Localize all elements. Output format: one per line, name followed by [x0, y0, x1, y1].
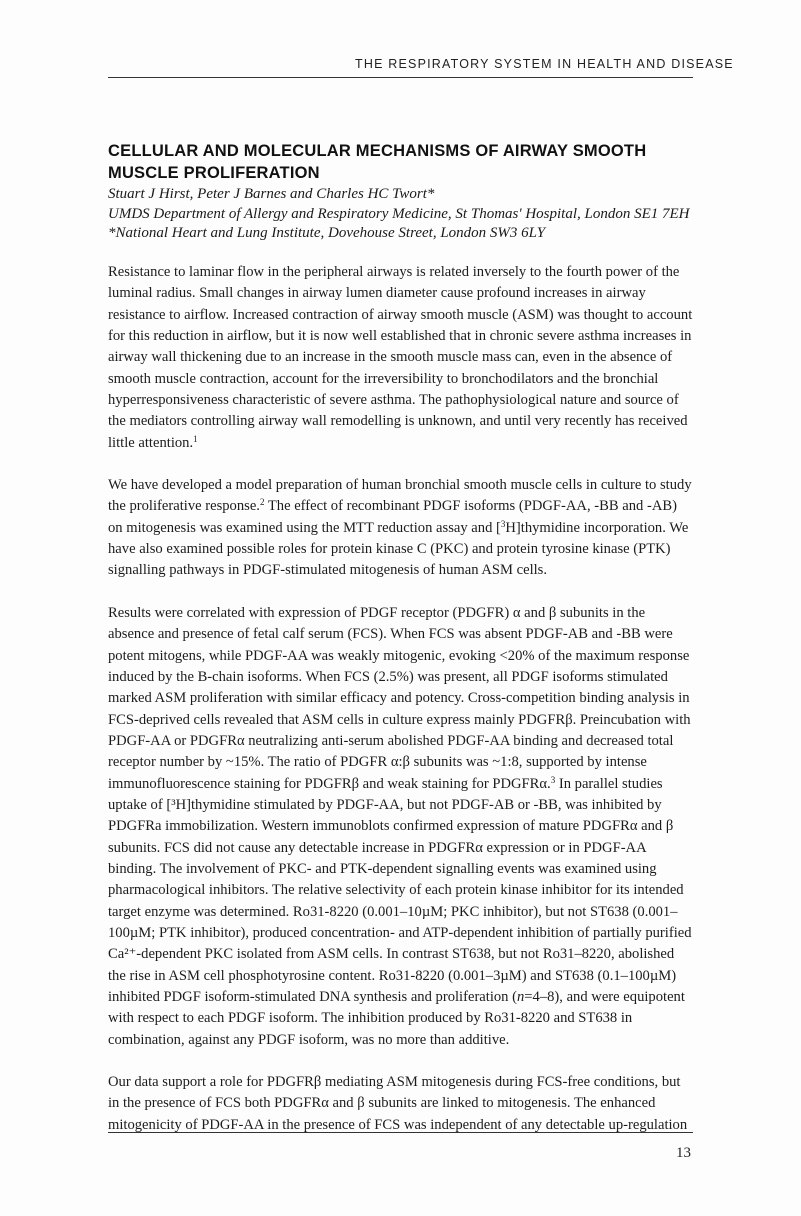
- paragraph-text: In parallel studies uptake of [³H]thymidine stimulated by PDGF-AA, but not PDGF-AB or -BB, was inhibited by PDGFRa immobilization. Western immunoblots confirmed expression of mature PDGFRα and β subunits. FCS did not cause any detectable increase in PDGFRα expression or in PDGF-AA binding. The involvement of PKC- and PTK-dependent signalling events was examined using pharmacological inhibitors. The relative selectivity of each protein kinase inhibitor for its intended target enzyme was determined. Ro31-8220 (0.001–10µM; PKC inhibitor), but not ST638 (0.001–100µM; PTK inhibitor), produced concentration- and ATP-dependent inhibition of partially purified Ca²⁺-dependent PKC isolated from ASM cells. In contrast ST638, but not Ro31–8220, abolished the rise in ASM cell phosphotyrosine content. Ro31-8220 (0.001–3µM) and ST638 (0.1–100µM) inhibited PDGF isoform-stimulated DNA synthesis and proliferation (: [108, 775, 692, 1005]
- paragraph-text: =4–8), and were equipotent with respect to each PDGF isoform. The inhibition produced by Ro31-8220 and ST638 in combination, against any PDGF isoform, was no more than additive.: [108, 989, 685, 1048]
- authors: Stuart J Hirst, Peter J Barnes and Charles HC Twort*: [108, 186, 435, 202]
- paragraph-results: [108, 603, 694, 1051]
- isotope-mark: 3: [500, 518, 506, 529]
- affiliation-primary: UMDS Department of Allergy and Respiratory Medicine, St Thomas' Hospital, London SE1 7EH: [108, 205, 690, 222]
- paragraph-text: The effect of recombinant PDGF isoforms (PDGF-AA, -BB and -AB) on mitogenesis was examined using the MTT reduction assay and [: [108, 498, 677, 536]
- header-rule: [108, 77, 693, 78]
- paragraph-text: Resistance to laminar flow in the peripheral airways is related inversely to the fourth power of the luminal radius. Small changes in airway lumen diameter cause profound increases in airway resistance to airflow. Increased contraction of airway smooth muscle (ASM) was thought to account for this reduction in airflow, but it is now well established that in chronic severe asthma increases in airway wall thickening due to an increase in the smooth muscle mass can, even in the absence of smooth muscle contraction, account for the irreversibility to bronchodilators and the bronchial hyperresponsiveness characteristic of severe asthma. The pathophysiological nature and source of the mediators controlling airway wall remodelling is unknown, and until very recently has received little attention.: [108, 264, 693, 451]
- reference-mark: 3: [550, 774, 556, 785]
- paragraph-text: Results were correlated with expression of PDGF receptor (PDGFR) α and β subunits in the absence and presence of fetal calf serum (FCS). When FCS was absent PDGF-AB and -BB were potent mitogens, while PDGF-AA was weakly mitogenic, evoking <20% of the maximum response induced by the B-chain isoforms. When FCS (2.5%) was present, all PDGF isoforms stimulated marked ASM proliferation with similar efficacy and potency. Cross-competition binding analysis in FCS-deprived cells revealed that ASM cells in culture express mainly PDGFRβ. Preincubation with PDGF-AA or PDGFRα neutralizing anti-serum abolished PDGF-AA binding and decreased total receptor number by ~15%. The ratio of PDGFR α:β subunits was ~1:8, supported by intense immunofluorescence staining for PDGFRβ and weak staining for PDGFRα.: [108, 604, 691, 792]
- reference-mark: 1: [193, 433, 198, 444]
- running-head: THE RESPIRATORY SYSTEM IN HEALTH AND DISEASE: [355, 57, 734, 71]
- paragraph-methods: [108, 475, 694, 582]
- paragraph-intro: [108, 262, 694, 454]
- footer-rule: [108, 1132, 693, 1133]
- author-block: [108, 185, 698, 244]
- reference-mark: 2: [259, 497, 265, 508]
- n-label: n: [517, 989, 525, 1005]
- paragraph-text: We have developed a model preparation of human bronchial smooth muscle cells in culture to study the proliferative response.: [108, 477, 692, 515]
- affiliation-secondary: *National Heart and Lung Institute, Dovehouse Street, London SW3 6LY: [108, 225, 546, 241]
- page-number: 13: [676, 1145, 691, 1161]
- article-title: CELLULAR AND MOLECULAR MECHANISMS OF AIRWAY SMOOTH MUSCLE PROLIFERATION: [108, 142, 647, 182]
- article-body: [108, 262, 694, 1157]
- paragraph-conclusion: [108, 1072, 694, 1136]
- paragraph-text: H]thymidine incorporation. We have also examined possible roles for protein kinase C (PKC) and protein tyrosine kinase (PTK) signalling pathways in PDGF-stimulated mitogenesis of human ASM cells.: [108, 519, 689, 579]
- paragraph-text: Our data support a role for PDGFRβ mediating ASM mitogenesis during FCS-free conditions, but in the presence of FCS both PDGFRα and β subunits are linked to mitogenesis. The enhanced mitogenicity of PDGF-AA in the presence of FCS was independent of any detectable up-regulation: [108, 1074, 688, 1133]
